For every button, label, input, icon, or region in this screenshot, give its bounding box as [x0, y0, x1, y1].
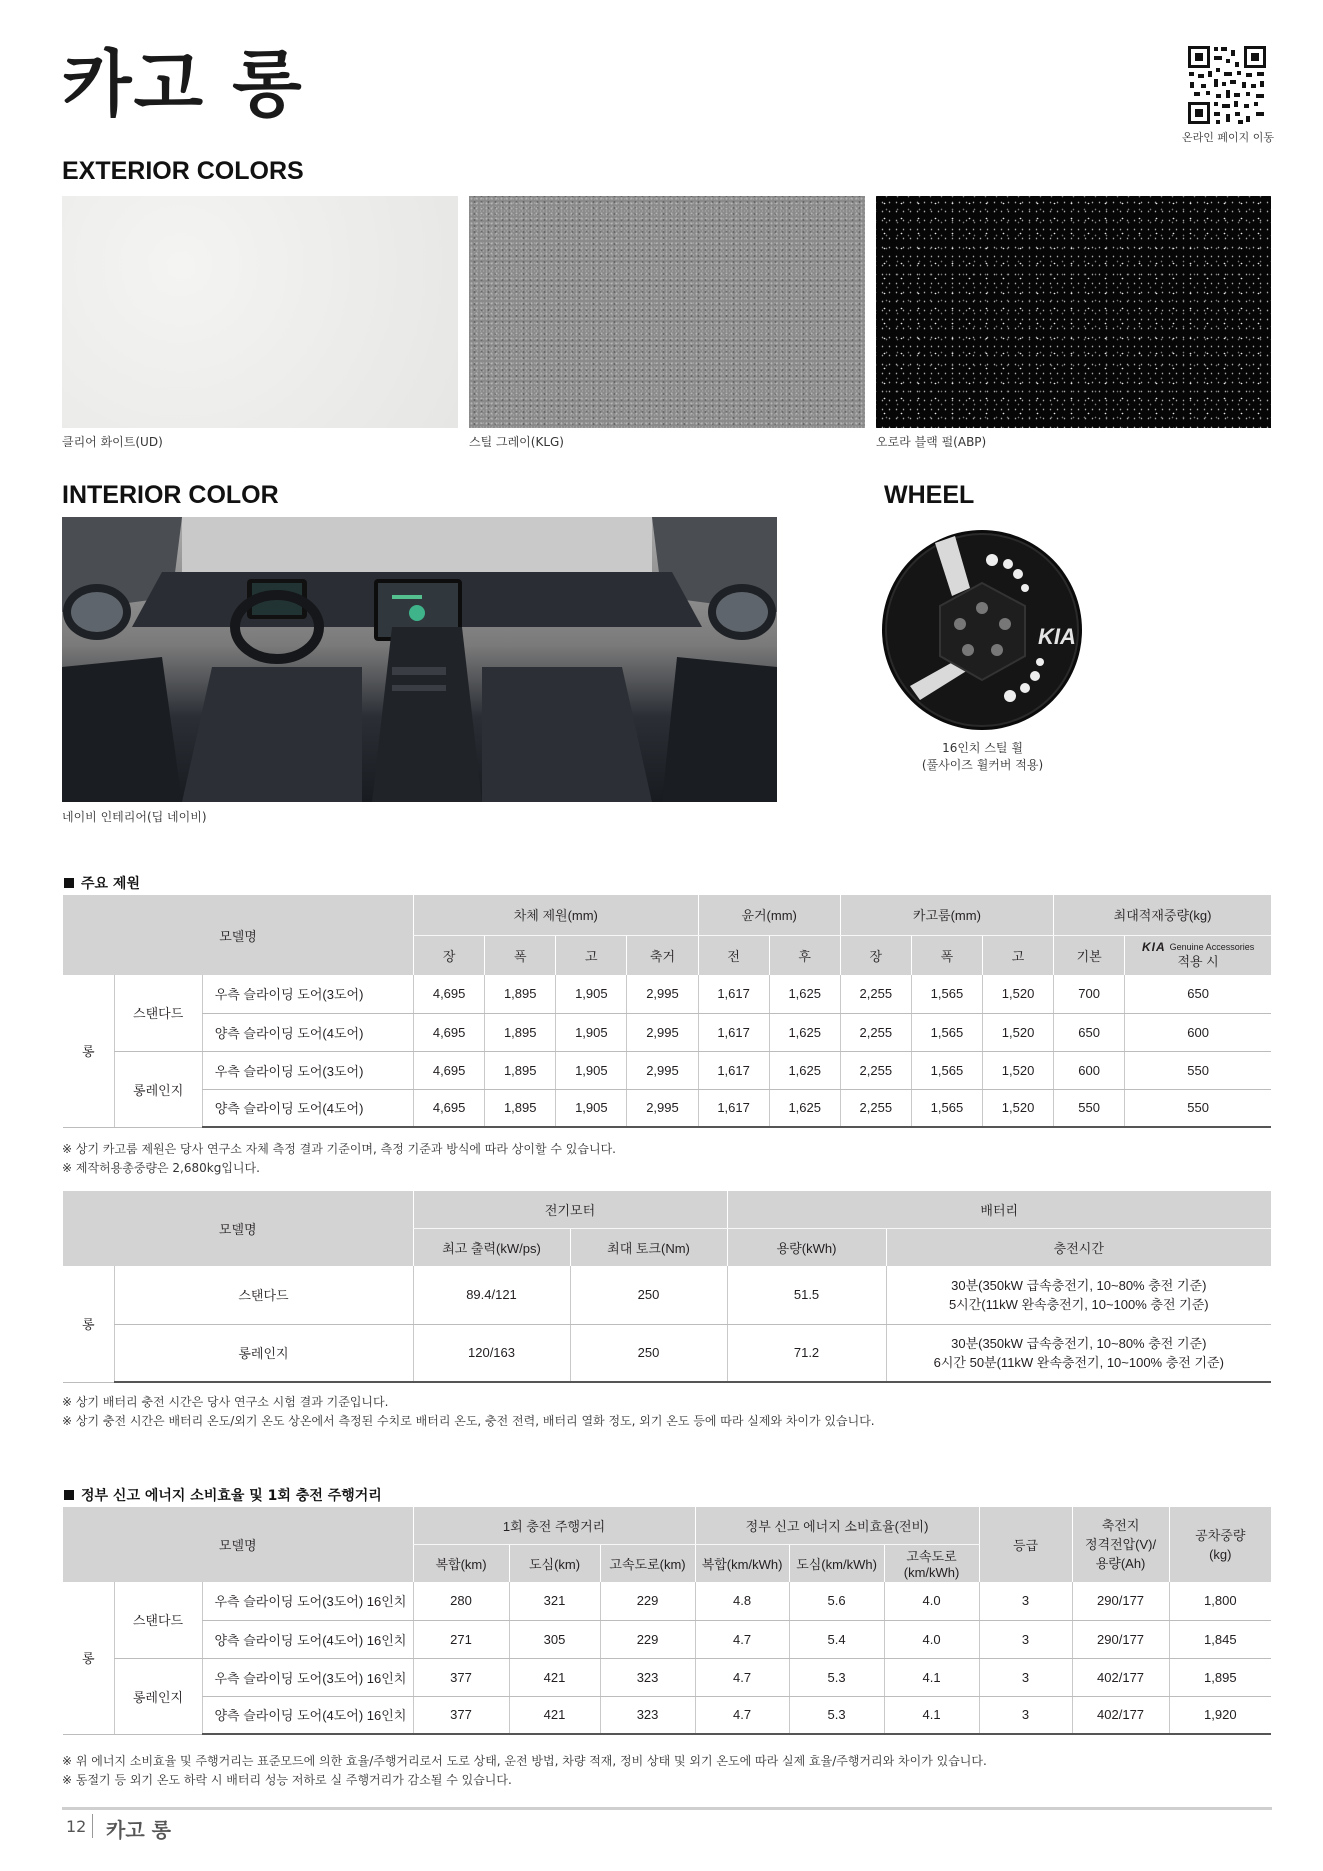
specs-trim-long-range: 롱레인지 — [114, 1051, 202, 1127]
motor-trim-long-range: 롱레인지 — [114, 1324, 413, 1382]
table-cell: 421 — [509, 1696, 600, 1734]
table-cell: 1,565 — [911, 975, 982, 1013]
table-row — [63, 1013, 1271, 1051]
table-row — [63, 1658, 1271, 1696]
table-cell: 2,255 — [840, 975, 911, 1013]
table-cell: 1,895 — [1169, 1658, 1271, 1696]
table-cell: 2,995 — [627, 975, 698, 1013]
charge-line: 30분(350kW 급속충전기, 10~80% 충전 기준) — [951, 1277, 1207, 1293]
table-row — [63, 1696, 1271, 1734]
table-cell: 4,695 — [414, 1089, 485, 1127]
table-cell: 4.0 — [884, 1620, 979, 1658]
table-cell: 650 — [1054, 1013, 1125, 1051]
specs-group-cargo: 카고룸(mm) — [840, 895, 1053, 935]
voltage-line: 정격전압(V)/ — [1084, 1537, 1157, 1552]
specs-sub-height: 고 — [556, 935, 627, 975]
color-name-clear-white: 클리어 화이트(UD) — [62, 435, 163, 449]
specs-sub-length: 장 — [414, 935, 485, 975]
table-row — [63, 1324, 1271, 1382]
charge-line: 6시간 50분(11kW 완속충전기, 10~100% 충전 기준) — [933, 1354, 1224, 1370]
motor-battery-table — [63, 1191, 1271, 1383]
svg-text:KIA: KIA — [1038, 624, 1076, 649]
specs-door: 우측 슬라이딩 도어(3도어) — [202, 975, 413, 1013]
specs-trim-standard: 스탠다드 — [114, 975, 202, 1051]
table-cell: 271 — [413, 1620, 509, 1658]
specs-model-header: 모델명 — [63, 895, 414, 975]
table-cell: 1,520 — [982, 1089, 1053, 1127]
exterior-colors-heading: EXTERIOR COLORS — [62, 157, 304, 185]
wheel-caption — [880, 740, 1085, 774]
specs-sub-basic: 기본 — [1054, 935, 1125, 975]
voltage-line: 용량(Ah) — [1095, 1556, 1146, 1571]
table-cell: 2,995 — [627, 1051, 698, 1089]
table-cell: 1,895 — [485, 975, 556, 1013]
table-cell: 1,565 — [911, 1089, 982, 1127]
table-row — [63, 1582, 1271, 1620]
specs-door: 우측 슬라이딩 도어(3도어) — [202, 1051, 413, 1089]
specs-notes — [62, 1140, 616, 1178]
table-row — [63, 1051, 1271, 1089]
wheel-heading: WHEEL — [884, 481, 975, 509]
table-cell: 377 — [413, 1658, 509, 1696]
qr-label: 온라인 페이지 이동 — [1182, 131, 1275, 144]
table-cell: 1,625 — [769, 1013, 840, 1051]
footer-title: 카고 롱 — [106, 1818, 171, 1842]
table-cell: 2,255 — [840, 1051, 911, 1089]
table-cell: 1,520 — [982, 975, 1053, 1013]
table-cell: 250 — [570, 1266, 727, 1324]
bullet-square — [64, 1490, 74, 1500]
motor-trim-standard: 스탠다드 — [114, 1266, 413, 1324]
specs-level-long: 롱 — [63, 975, 114, 1127]
table-cell: 4.7 — [695, 1658, 789, 1696]
table-cell: 402/177 — [1072, 1658, 1169, 1696]
table-cell: 4.0 — [884, 1582, 979, 1620]
table-cell: 550 — [1125, 1089, 1271, 1127]
motor-group-electric-motor: 전기모터 — [413, 1191, 727, 1228]
efficiency-table — [63, 1507, 1271, 1735]
weight-line: (kg) — [1209, 1546, 1232, 1562]
accessory-apply: 적용 시 — [1177, 954, 1219, 970]
table-cell: 4.8 — [695, 1582, 789, 1620]
note-line: ※ 상기 충전 시간은 배터리 온도/외기 온도 상온에서 측정된 수치로 배터리 온도, 충전 전력, 배터리 열화 정도, 외기 온도 등에 따라 실제와 차이가 있습니다. — [62, 1414, 875, 1428]
table-cell: 1,895 — [485, 1051, 556, 1089]
table-cell: 5.3 — [789, 1696, 884, 1734]
footer-separator — [92, 1814, 93, 1838]
motor-sub-capacity: 용량(kWh) — [727, 1228, 886, 1266]
table-cell: 71.2 — [727, 1324, 886, 1382]
table-cell: 229 — [600, 1620, 695, 1658]
table-cell: 1,905 — [556, 1051, 627, 1089]
weight-line: 공차중량 — [1195, 1527, 1246, 1543]
efficiency-voltage-header — [1072, 1507, 1169, 1582]
table-cell: 323 — [600, 1658, 695, 1696]
table-cell: 3 — [979, 1696, 1072, 1734]
table-cell: 290/177 — [1072, 1582, 1169, 1620]
efficiency-group-consumption: 정부 신고 에너지 소비효율(전비) — [695, 1507, 979, 1544]
specs-sub-front: 전 — [698, 935, 769, 975]
interior-photo — [62, 517, 777, 802]
note-line: ※ 제작허용총중량은 2,680kg입니다. — [62, 1161, 260, 1175]
table-cell: 550 — [1125, 1051, 1271, 1089]
table-cell: 1,565 — [911, 1013, 982, 1051]
table-cell: 1,617 — [698, 1089, 769, 1127]
charge-line: 30분(350kW 급속충전기, 10~80% 충전 기준) — [951, 1335, 1207, 1351]
specs-group-payload: 최대적재중량(kg) — [1054, 895, 1271, 935]
efficiency-title-text: 정부 신고 에너지 소비효율 및 1회 충전 주행거리 — [81, 1488, 382, 1504]
table-cell: 1,895 — [485, 1013, 556, 1051]
table-cell: 3 — [979, 1582, 1072, 1620]
table-cell: 600 — [1054, 1051, 1125, 1089]
specs-group-track: 윤거(mm) — [698, 895, 840, 935]
table-cell: 421 — [509, 1658, 600, 1696]
table-cell: 402/177 — [1072, 1696, 1169, 1734]
specs-sub-cargo-height: 고 — [982, 935, 1053, 975]
efficiency-model-header: 모델명 — [63, 1507, 413, 1582]
motor-level-long: 롱 — [63, 1266, 114, 1382]
voltage-line: 축전지 — [1101, 1518, 1140, 1533]
table-cell: 2,995 — [627, 1013, 698, 1051]
table-cell: 1,625 — [769, 1089, 840, 1127]
table-cell: 89.4/121 — [413, 1266, 570, 1324]
specs-sub-rear: 후 — [769, 935, 840, 975]
specs-title-text: 주요 제원 — [81, 876, 140, 892]
table-row — [63, 975, 1271, 1013]
specs-sub-cargo-width: 폭 — [911, 935, 982, 975]
table-cell: 1,845 — [1169, 1620, 1271, 1658]
efficiency-door: 우측 슬라이딩 도어(3도어) 16인치 — [202, 1582, 413, 1620]
table-cell: 1,905 — [556, 975, 627, 1013]
efficiency-sub-city-kmkwh: 도심(km/kWh) — [789, 1544, 884, 1582]
table-cell: 120/163 — [413, 1324, 570, 1382]
specs-group-body: 차체 제원(mm) — [414, 895, 698, 935]
table-cell: 1,905 — [556, 1013, 627, 1051]
table-cell: 1,617 — [698, 1051, 769, 1089]
table-cell: 550 — [1054, 1089, 1125, 1127]
table-cell: 1,625 — [769, 1051, 840, 1089]
charge-time-cell — [886, 1324, 1271, 1382]
specs-sub-accessories — [1125, 935, 1271, 975]
color-name-aurora-black-pearl: 오로라 블랙 펄(ABP) — [876, 435, 987, 449]
note-line: ※ 위 에너지 소비효율 및 주행거리는 표준모드에 의한 효율/주행거리로서 도로 상태, 운전 방법, 차량 적재, 정비 상태 및 외기 온도에 따라 실제 효율/주행거리와 차이가 있습니다. — [62, 1754, 987, 1768]
efficiency-door: 양측 슬라이딩 도어(4도어) 16인치 — [202, 1620, 413, 1658]
table-cell: 305 — [509, 1620, 600, 1658]
table-cell: 250 — [570, 1324, 727, 1382]
table-cell: 4,695 — [414, 1013, 485, 1051]
efficiency-sub-combined-kmkwh: 복합(km/kWh) — [695, 1544, 789, 1582]
efficiency-level-long: 롱 — [63, 1582, 114, 1734]
table-cell: 3 — [979, 1658, 1072, 1696]
interior-color-heading: INTERIOR COLOR — [62, 481, 279, 509]
efficiency-section-title — [64, 1485, 382, 1505]
table-cell: 4,695 — [414, 1051, 485, 1089]
table-cell: 3 — [979, 1620, 1072, 1658]
charge-line: 5시간(11kW 완속충전기, 10~100% 충전 기준) — [948, 1296, 1209, 1312]
kia-logo-icon: KIA — [1141, 940, 1166, 955]
table-cell: 1,625 — [769, 975, 840, 1013]
efficiency-weight-header — [1169, 1507, 1271, 1582]
motor-sub-charge-time: 충전시간 — [886, 1228, 1271, 1266]
table-row — [63, 1266, 1271, 1324]
table-cell: 600 — [1125, 1013, 1271, 1051]
note-line: ※ 상기 배터리 충전 시간은 당사 연구소 시험 결과 기준입니다. — [62, 1395, 389, 1409]
color-swatch-steel-gray — [469, 196, 865, 428]
table-cell: 51.5 — [727, 1266, 886, 1324]
wheel-caption-line2: (풀사이즈 휠커버 적용) — [921, 758, 1044, 772]
table-cell: 1,905 — [556, 1089, 627, 1127]
table-cell: 229 — [600, 1582, 695, 1620]
page-title: 카고 롱 — [62, 42, 304, 126]
table-cell: 290/177 — [1072, 1620, 1169, 1658]
motor-model-header: 모델명 — [63, 1191, 413, 1266]
table-cell: 5.3 — [789, 1658, 884, 1696]
motor-notes — [62, 1393, 875, 1431]
table-cell: 5.4 — [789, 1620, 884, 1658]
interior-caption: 네이비 인테리어(딥 네이비) — [62, 810, 207, 824]
bullet-square — [64, 878, 74, 888]
efficiency-trim-long-range: 롱레인지 — [114, 1658, 202, 1734]
wheel-caption-line1: 16인치 스틸 휠 — [942, 741, 1023, 755]
table-cell: 4.7 — [695, 1696, 789, 1734]
color-swatch-clear-white — [62, 196, 458, 428]
wheel-image — [880, 528, 1085, 733]
motor-group-battery: 배터리 — [727, 1191, 1271, 1228]
efficiency-sub-highway-kmkwh: 고속도로(km/kWh) — [884, 1544, 979, 1582]
efficiency-sub-city-km: 도심(km) — [509, 1544, 600, 1582]
table-cell: 2,255 — [840, 1089, 911, 1127]
table-cell: 377 — [413, 1696, 509, 1734]
efficiency-sub-combined-km: 복합(km) — [413, 1544, 509, 1582]
specs-section-title — [64, 873, 140, 893]
qr-code[interactable] — [1186, 44, 1268, 126]
table-cell: 4,695 — [414, 975, 485, 1013]
table-row — [63, 1620, 1271, 1658]
table-cell: 2,255 — [840, 1013, 911, 1051]
table-cell: 280 — [413, 1582, 509, 1620]
table-cell: 5.6 — [789, 1582, 884, 1620]
table-cell: 1,565 — [911, 1051, 982, 1089]
efficiency-grade-header: 등급 — [979, 1507, 1072, 1582]
table-cell: 1,920 — [1169, 1696, 1271, 1734]
table-cell: 323 — [600, 1696, 695, 1734]
table-cell: 321 — [509, 1582, 600, 1620]
efficiency-door: 우측 슬라이딩 도어(3도어) 16인치 — [202, 1658, 413, 1696]
table-cell: 2,995 — [627, 1089, 698, 1127]
efficiency-notes — [62, 1752, 987, 1790]
table-cell: 4.1 — [884, 1658, 979, 1696]
efficiency-sub-highway-km: 고속도로(km) — [600, 1544, 695, 1582]
color-name-steel-gray: 스틸 그레이(KLG) — [469, 435, 564, 449]
table-cell: 1,800 — [1169, 1582, 1271, 1620]
footer-divider — [62, 1807, 1272, 1810]
specs-sub-wheelbase: 축거 — [627, 935, 698, 975]
efficiency-door: 양측 슬라이딩 도어(4도어) 16인치 — [202, 1696, 413, 1734]
specs-table — [63, 895, 1271, 1128]
table-cell: 4.7 — [695, 1620, 789, 1658]
accessory-label: Genuine Accessories — [1169, 942, 1255, 953]
specs-sub-cargo-length: 장 — [840, 935, 911, 975]
table-cell: 1,520 — [982, 1013, 1053, 1051]
specs-sub-width: 폭 — [485, 935, 556, 975]
motor-sub-torque: 최대 토크(Nm) — [570, 1228, 727, 1266]
table-cell: 1,617 — [698, 1013, 769, 1051]
note-line: ※ 상기 카고룸 제원은 당사 연구소 자체 측정 결과 기준이며, 측정 기준과 방식에 따라 상이할 수 있습니다. — [62, 1142, 616, 1156]
page-number: 12 — [66, 1817, 87, 1836]
color-swatch-aurora-black-pearl — [876, 196, 1271, 428]
table-cell: 1,520 — [982, 1051, 1053, 1089]
table-cell: 650 — [1125, 975, 1271, 1013]
note-line: ※ 동절기 등 외기 온도 하락 시 배터리 성능 저하로 실 주행거리가 감소될 수 있습니다. — [62, 1773, 512, 1787]
table-cell: 4.1 — [884, 1696, 979, 1734]
efficiency-group-range: 1회 충전 주행거리 — [413, 1507, 695, 1544]
table-cell: 700 — [1054, 975, 1125, 1013]
specs-door: 양측 슬라이딩 도어(4도어) — [202, 1089, 413, 1127]
table-row — [63, 1089, 1271, 1127]
table-cell: 1,895 — [485, 1089, 556, 1127]
efficiency-trim-standard: 스탠다드 — [114, 1582, 202, 1658]
motor-sub-power: 최고 출력(kW/ps) — [413, 1228, 570, 1266]
table-cell: 1,617 — [698, 975, 769, 1013]
charge-time-cell — [886, 1266, 1271, 1324]
specs-door: 양측 슬라이딩 도어(4도어) — [202, 1013, 413, 1051]
